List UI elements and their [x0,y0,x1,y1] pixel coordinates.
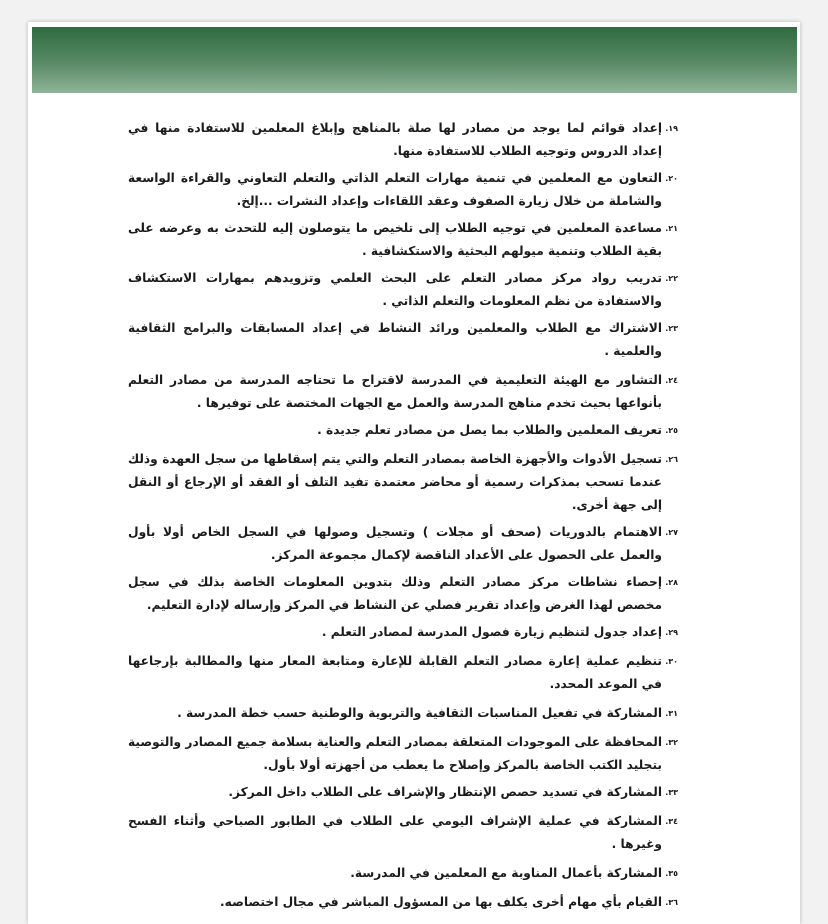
item-number: ٣١. [665,709,678,718]
item-number: ٣٠. [665,657,678,666]
item-text: التشاور مع الهيئة التعليمية في المدرسة لاقتراح ما تحتاجه المدرسة من مصادر التعلم بأنواعها بحيث تخدم مناهج المدرسة والعمل مع الجهات المختصة على توفيرها . [128,373,662,410]
list-item [128,369,678,415]
item-text: الاشتراك مع الطلاب والمعلمين ورائد النشاط في إعداد المسابقات والبرامج الثقافية والعلمية . [128,321,662,358]
item-number: ٢٣. [665,324,678,333]
list-item [128,419,678,442]
list-item [128,731,678,777]
item-text: تدريب رواد مركز مصادر التعلم على البحث العلمي وتزويدهم بمهارات الاستكشاف والاستفادة من نظم المعلومات والتعلم الذاتي . [128,271,662,308]
item-number: ٢٨. [665,578,678,587]
item-text: تنظيم عملية إعارة مصادر التعلم القابلة للإعارة ومتابعة المعار منها والمطالبة بإرجاعها في الموعد المحدد. [128,654,662,691]
item-number: ٢٤. [665,376,678,385]
list-item [128,862,678,885]
item-number: ٣٦. [665,898,678,907]
header-banner [32,27,797,93]
list-item [128,810,678,856]
item-text: المحافظة على الموجودات المتعلقة بمصادر التعلم والعناية بسلامة جميع المصادر والتوصية بتجليد الكتب الخاصة بالمركز وإصلاح ما يعطب من أجهزته أولا بأول. [128,735,662,772]
list-item [128,117,678,163]
item-number: ٣٣. [665,788,678,797]
item-text: المشاركة في تفعيل المناسبات الثقافية والتربوية والوطنية حسب خطة المدرسة . [177,706,662,720]
list-item [128,650,678,696]
item-text: مساعدة المعلمين في توجيه الطلاب إلى تلخيص ما يتوصلون إليه للتحدث به وعرضه على بقية الطلاب وتنمية ميولهم البحثية والاستكشافية . [128,221,662,258]
item-text: المشاركة بأعمال المناوبة مع المعلمين في المدرسة. [350,866,662,880]
list-item [128,521,678,567]
list-item [128,891,678,914]
item-number: ٢٢. [665,274,678,283]
item-number: ٣٢. [665,738,678,747]
item-text: المشاركة في تسديد حصص الإنتظار والإشراف على الطلاب داخل المركز. [228,785,662,799]
item-number: ٢١. [665,224,678,233]
list-item [128,448,678,517]
item-text: المشاركة في عملية الإشراف اليومي على الطلاب في الطابور الصباحي وأثناء الفسح وغيرها . [128,814,662,851]
item-text: تعريف المعلمين والطلاب بما يصل من مصادر تعلم جديدة . [317,423,662,437]
item-number: ١٩. [665,124,678,133]
item-number: ٢٥. [665,426,678,435]
item-text: إحصاء نشاطات مركز مصادر التعلم وذلك بتدوين المعلومات الخاصة بذلك في سجل مخصص لهذا الغرض وإعداد تقرير فصلي عن النشاط في المركز وإرساله لإدارة التعليم. [128,575,662,612]
item-number: ٢٩. [665,628,678,637]
task-list [128,117,678,914]
list-item [128,167,678,213]
item-text: القيام بأي مهام أخرى يكلف بها من المسؤول المباشر في مجال اختصاصه. [220,895,662,909]
list-item [128,781,678,804]
item-text: التعاون مع المعلمين في تنمية مهارات التعلم الذاتي والتعلم التعاوني والقراءة الواسعة والشاملة من خلال زيارة الصفوف وعقد اللقاءات وإعداد النشرات ...إلخ. [128,171,662,208]
document-page [28,22,800,924]
item-text: إعداد جدول لتنظيم زيارة فصول المدرسة لمصادر التعلم . [321,625,662,639]
list-item [128,217,678,263]
list-item [128,621,678,644]
list-item [128,317,678,363]
list-item [128,571,678,617]
item-number: ٣٥. [665,869,678,878]
item-number: ٣٤. [665,817,678,826]
item-text: الاهتمام بالدوريات (صحف أو مجلات ) وتسجيل وصولها في السجل الخاص أولا بأول والعمل على الحصول على الأعداد الناقصة لإكمال مجموعة المركز. [128,525,662,562]
item-text: إعداد قوائم لما يوجد من مصادر لها صلة بالمناهج وإبلاغ المعلمين للاستفادة منها في إعداد الدروس وتوجيه الطلاب للاستفادة منها. [128,121,662,158]
item-text: تسجيل الأدوات والأجهزة الخاصة بمصادر التعلم والتي يتم إسقاطها من سجل العهدة وذلك عندما تسحب بمذكرات رسمية أو محاضر معتمدة تفيد التلف أو الفقد أو الإرجاع أو النقل إلى جهة أخرى. [128,452,662,512]
list-item [128,702,678,725]
item-number: ٢٦. [665,455,678,464]
item-number: ٢٠. [665,174,678,183]
list-item [128,267,678,313]
item-number: ٢٧. [665,528,678,537]
